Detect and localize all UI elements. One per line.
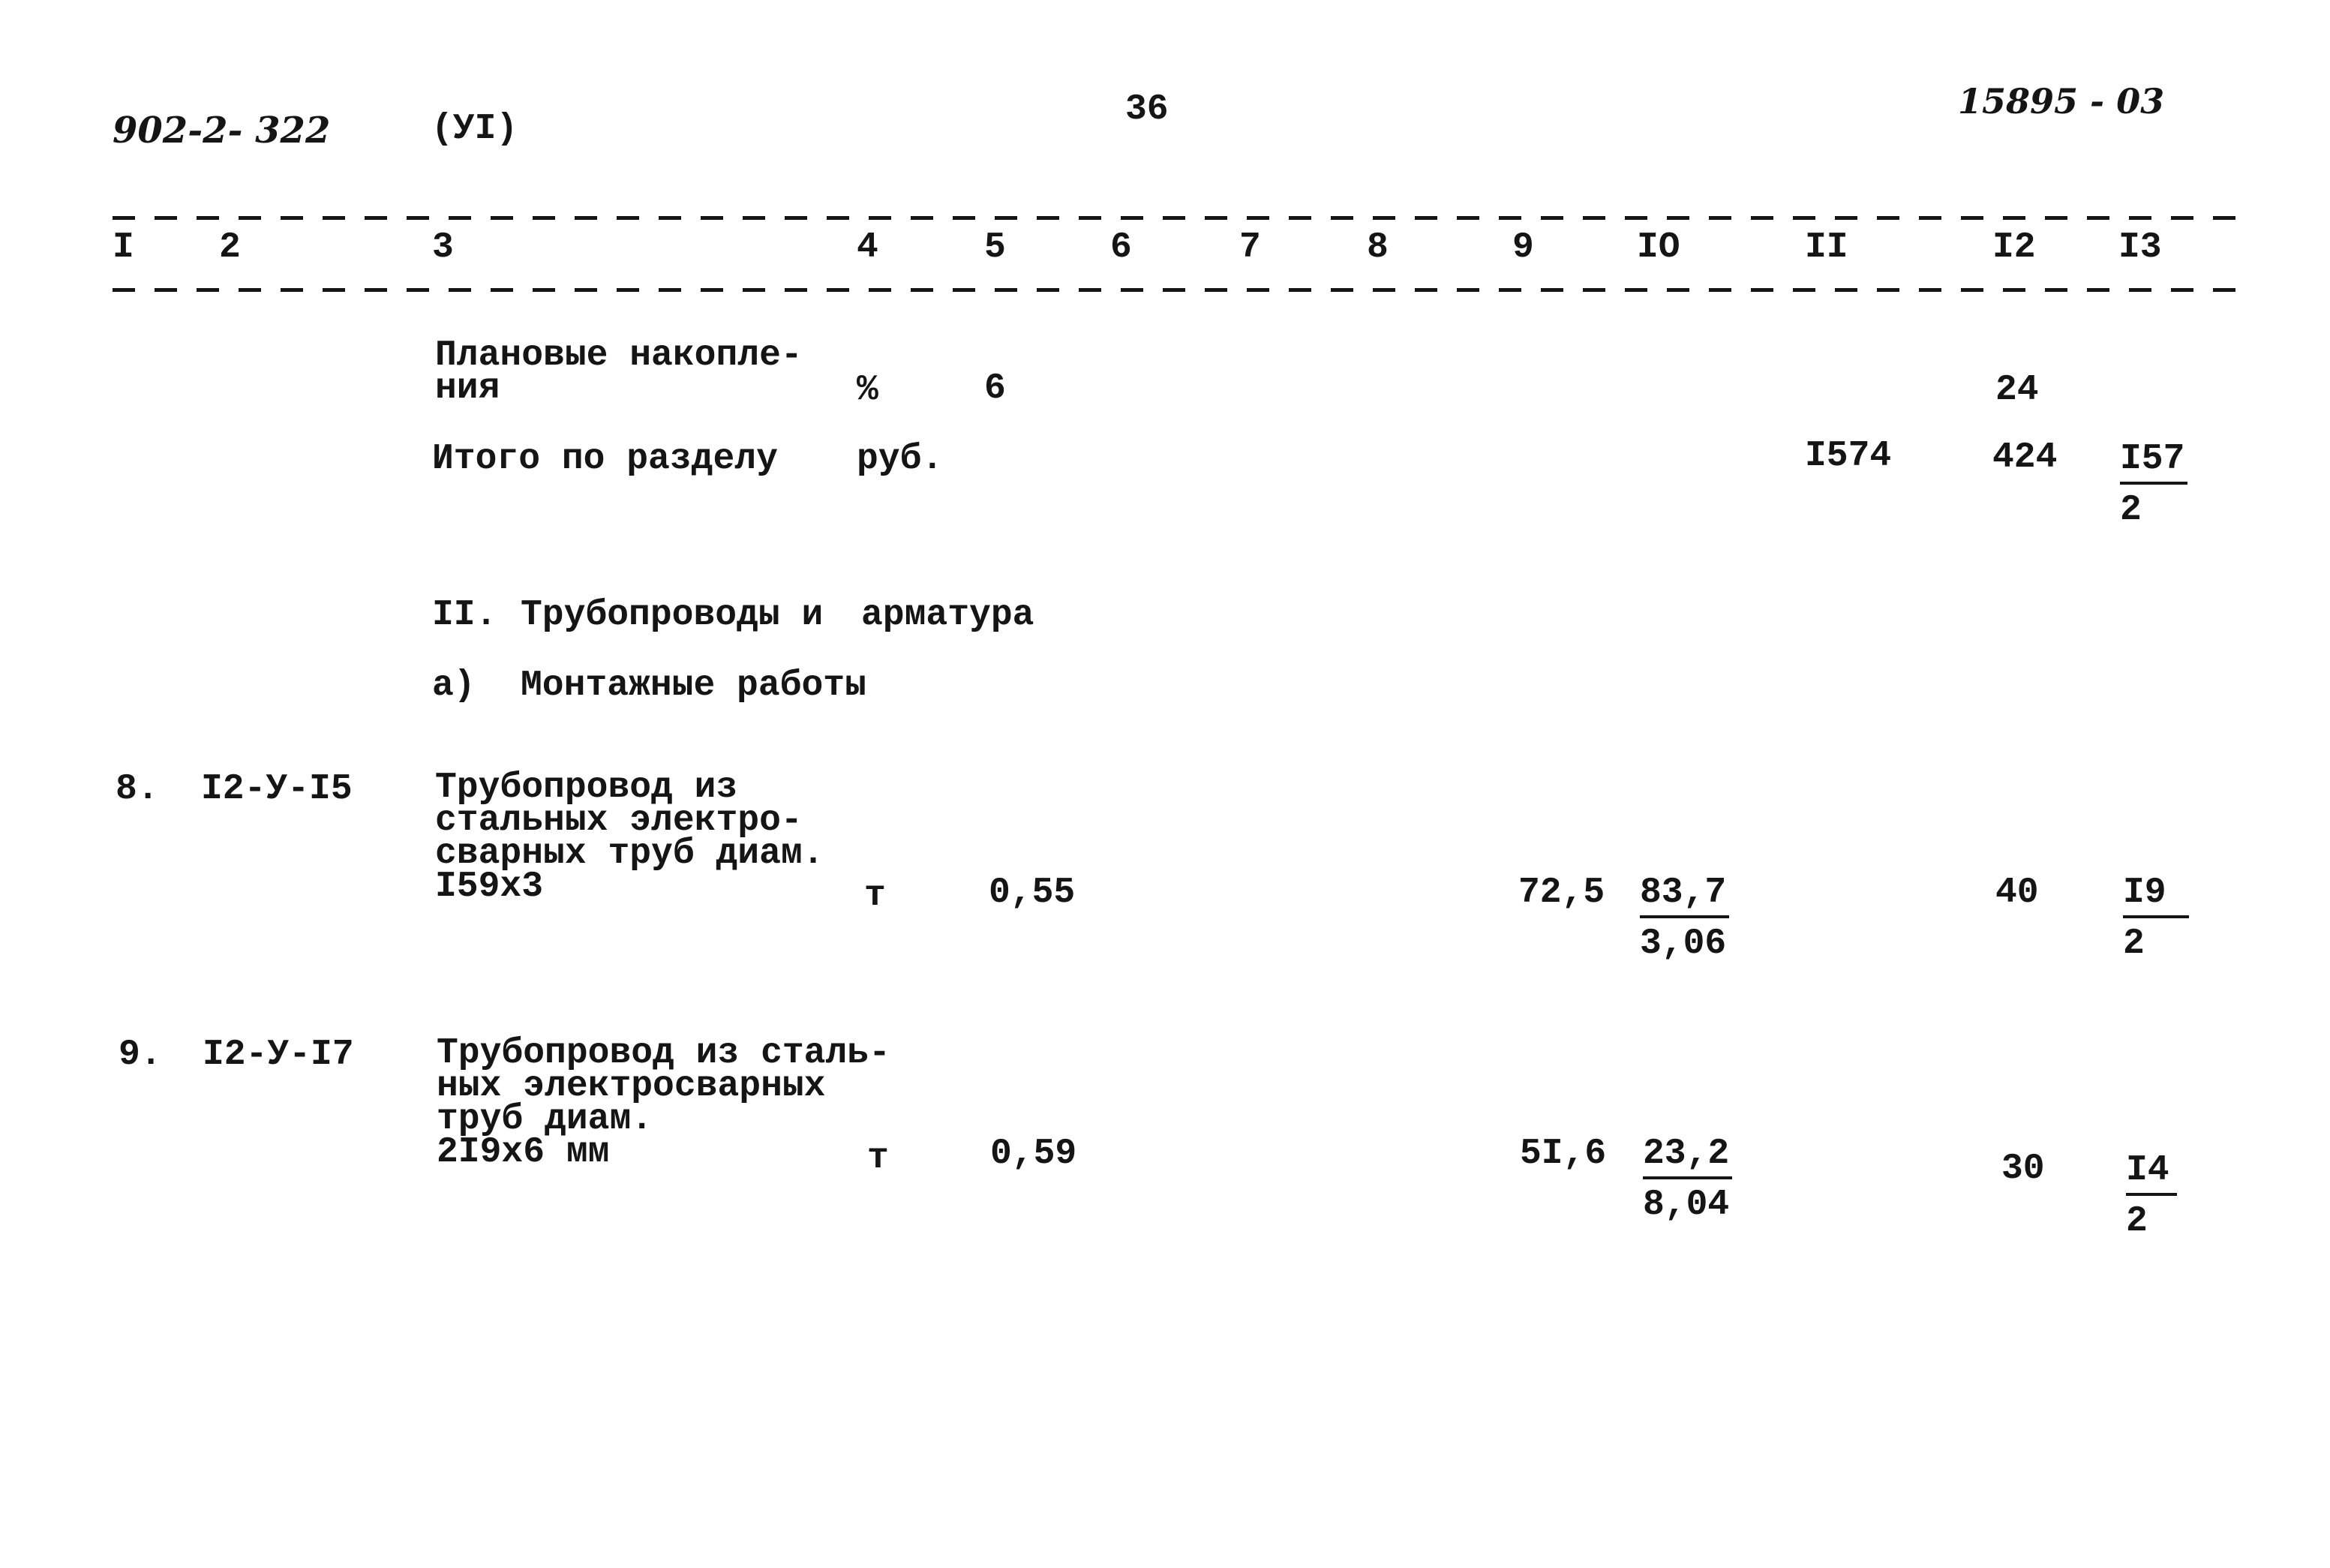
section-number: II.	[432, 595, 497, 635]
row-col5: 6	[984, 368, 1006, 409]
row-col9: 5I,6	[1520, 1134, 1607, 1174]
col-header-9: 9	[1512, 227, 1534, 268]
page-number: 36	[1125, 89, 1169, 130]
row-col10-fraction	[1643, 1136, 1732, 1223]
col-header-6: 6	[1110, 227, 1132, 268]
row-col9: 72,5	[1518, 873, 1605, 913]
row-name: Трубопровод из стальных электро- сварных труб диам. I59х3	[435, 767, 824, 907]
subsection-title: Монтажные работы	[521, 665, 866, 706]
row-col5: 0,55	[989, 873, 1076, 913]
fraction-denominator: 2	[2126, 1201, 2148, 1242]
row-unit: т	[864, 876, 886, 916]
doc-code: 902-2- 322	[113, 110, 331, 152]
archive-number: 15895 - 03	[1958, 81, 2165, 122]
row-name: Итого по разделу	[432, 439, 778, 479]
row-number: 8.	[116, 769, 159, 810]
sheet-code: (УI)	[431, 109, 518, 149]
fraction-denominator: 3,06	[1640, 924, 1727, 964]
col-header-2: 2	[219, 227, 241, 268]
fraction-denominator: 2	[2120, 490, 2142, 530]
col-header-8: 8	[1367, 227, 1389, 268]
fraction-denominator: 2	[2123, 924, 2145, 964]
row-col10-fraction	[1640, 875, 1729, 962]
col-header-13: I3	[2118, 227, 2162, 268]
section-title-b: арматура	[861, 595, 1034, 635]
row-name: Трубопровод из сталь- ных электросварных труб диам. 2I9х6 мм	[437, 1033, 890, 1173]
row-unit: %	[857, 370, 878, 410]
row-col12: 424	[1992, 437, 2058, 478]
row-col13-fraction	[2126, 1150, 2177, 1242]
row-name: Плановые накопле- ния	[435, 335, 803, 409]
col-header-11: II	[1805, 227, 1848, 268]
row-col12: 40	[1995, 873, 2039, 913]
col-header-5: 5	[984, 227, 1006, 268]
row-col13-fraction	[2123, 875, 2189, 962]
row-code: I2-У-I7	[203, 1035, 354, 1075]
col-header-4: 4	[857, 227, 878, 268]
col-header-3: 3	[432, 227, 454, 268]
col-header-7: 7	[1239, 227, 1261, 268]
row-unit: т	[867, 1138, 889, 1179]
section-title-a: Трубопроводы и	[521, 595, 824, 635]
header-bottom-rule	[113, 288, 2250, 292]
fraction-numerator: 23,2	[1643, 1136, 1732, 1179]
row-code: I2-У-I5	[201, 769, 353, 810]
col-header-1: I	[113, 227, 134, 268]
col-header-10: IO	[1637, 227, 1680, 268]
row-col12: 30	[2001, 1149, 2045, 1189]
header-top-rule	[113, 216, 2250, 220]
row-col13-fraction	[2120, 441, 2187, 528]
subsection-letter: а)	[432, 665, 476, 706]
fraction-numerator: I4	[2126, 1152, 2177, 1196]
fraction-numerator: I57	[2120, 441, 2187, 485]
row-col12: 24	[1995, 370, 2039, 410]
col-header-12: I2	[1992, 227, 2036, 268]
fraction-denominator: 8,04	[1643, 1185, 1730, 1225]
row-col11: I574	[1805, 436, 1892, 476]
fraction-numerator: I9	[2123, 875, 2189, 918]
fraction-numerator: 83,7	[1640, 875, 1729, 918]
row-number: 9.	[119, 1035, 162, 1075]
row-unit: руб.	[857, 439, 944, 479]
row-col5: 0,59	[990, 1134, 1077, 1174]
